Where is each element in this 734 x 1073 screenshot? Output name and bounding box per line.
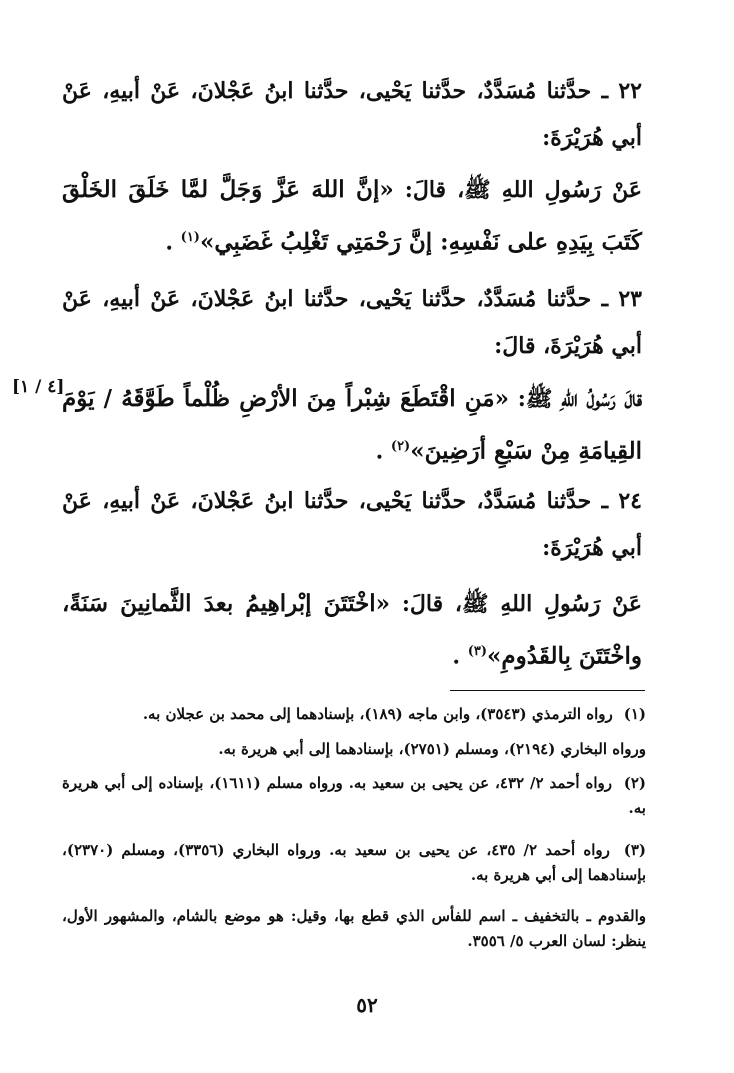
footnote-1-number: (١) [623,705,646,723]
hadith-24-quote: «اخْتَتَنَ إبْراهِيمُ بعدَ الثَّمانِينَ سَنَةً، واخْتَتَنَ بِالقَدُومِ» [62,590,642,670]
hadith-23-isnad [62,276,642,370]
hadith-23-matn [62,375,642,475]
hadith-22-isnad-text: ٢٢ ـ حدَّثنا مُسَدَّدٌ، حدَّثنا يَحْيى، حدَّثنا ابنُ عَجْلانَ، عَنْ أبيهِ، عَنْ أبي هُرَيْرَةَ: [62,78,642,151]
hadith-24-isnad [62,478,642,572]
footnote-1-continuation [62,737,646,762]
hadith-22-intro: عَنْ رَسُولِ اللهِ ﷺ، قالَ: [393,177,642,203]
hadith-23-end: . [375,438,391,465]
hadith-24-matn [62,580,642,680]
footnote-1-line-1: رواه الترمذي (٣٥٤٣)، وابن ماجه (١٨٩)، بإسنادهما إلى محمد بن عجلان به. [142,705,613,723]
hadith-24-isnad-text: ٢٤ ـ حدَّثنا مُسَدَّدٌ، حدَّثنا يَحْيى، حدَّثنا ابنُ عَجْلانَ، عَنْ أبيهِ، عَنْ أبي هُرَيْرَةَ: [62,488,642,561]
footnote-3-extra [62,904,646,954]
footnote-2 [62,771,646,821]
footnote-3-number: (٣) [623,841,647,859]
footnote-1-line-2: ورواه البخاري (٢١٩٤)، ومسلم (٢٧٥١)، بإسنادهما إلى أبي هريرة به. [218,740,646,758]
footnote-ref-2[interactable]: (٢) [390,439,411,454]
hadith-23-intro: قالَ رَسُولُ اللهِ ﷺ: [508,386,642,412]
footnote-2-number: (٢) [623,774,646,792]
footnote-3-text: رواه أحمد ٢/ ٤٣٥، عن يحيى بن سعيد به. ورواه البخاري (٣٣٥٦)، ومسلم (٢٣٧٠)، بإسنادهما إلى أبي هريرة به. [62,841,646,884]
footnote-2-text: رواه أحمد ٢/ ٤٣٢، عن يحيى بن سعيد به. ورواه مسلم (١٦١١)، بإسناده إلى أبي هريرة به. [62,774,646,817]
volume-page-marker: [٤ / ١] [12,377,65,397]
page-number: ٥٢ [356,993,378,1017]
hadith-22-end: . [165,229,181,256]
footnote-ref-1[interactable]: (١) [180,230,200,245]
hadith-24-intro: عَنْ رَسُولِ اللهِ ﷺ، قالَ: [390,591,642,617]
hadith-22-isnad [62,68,642,162]
hadith-23-isnad-text: ٢٣ ـ حدَّثنا مُسَدَّدٌ، حدَّثنا يَحْيى، حدَّثنا ابنُ عَجْلانَ، عَنْ أبيهِ، عَنْ أبي هُرَيْرَةَ، قالَ: [62,286,642,359]
hadith-22-matn [62,166,642,266]
hadith-24-end: . [452,643,468,670]
hadith-22-quote: «إنَّ اللهَ عَزَّ وَجَلَّ لمَّا خَلَقَ الخَلْقَ كَتَبَ بِيَدِهِ على نَفْسِهِ: إنَّ رَحْمَتِي تَغْلِبُ غَضَبِي» [62,176,642,256]
footnote-3-extra-text: والقدوم ـ بالتخفيف ـ اسم للفأس الذي قطع بها، وقيل: هو موضع بالشام، والمشهور الأول، ينظر: لسان العرب ٥/ ٣٥٥٦. [62,907,646,950]
hadith-23-quote: «مَنِ اقْتَطَعَ شِبْراً مِنَ الأرْضِ ظُلْماً طَوَّقَهُ / يَوْمَ القِيامَةِ مِنْ سَبْعِ أرَضِينَ» [62,385,642,465]
footnote-1 [62,702,646,727]
footnote-separator [450,690,645,691]
footnote-3 [62,838,646,888]
footnote-ref-3[interactable]: (٣) [467,644,488,659]
